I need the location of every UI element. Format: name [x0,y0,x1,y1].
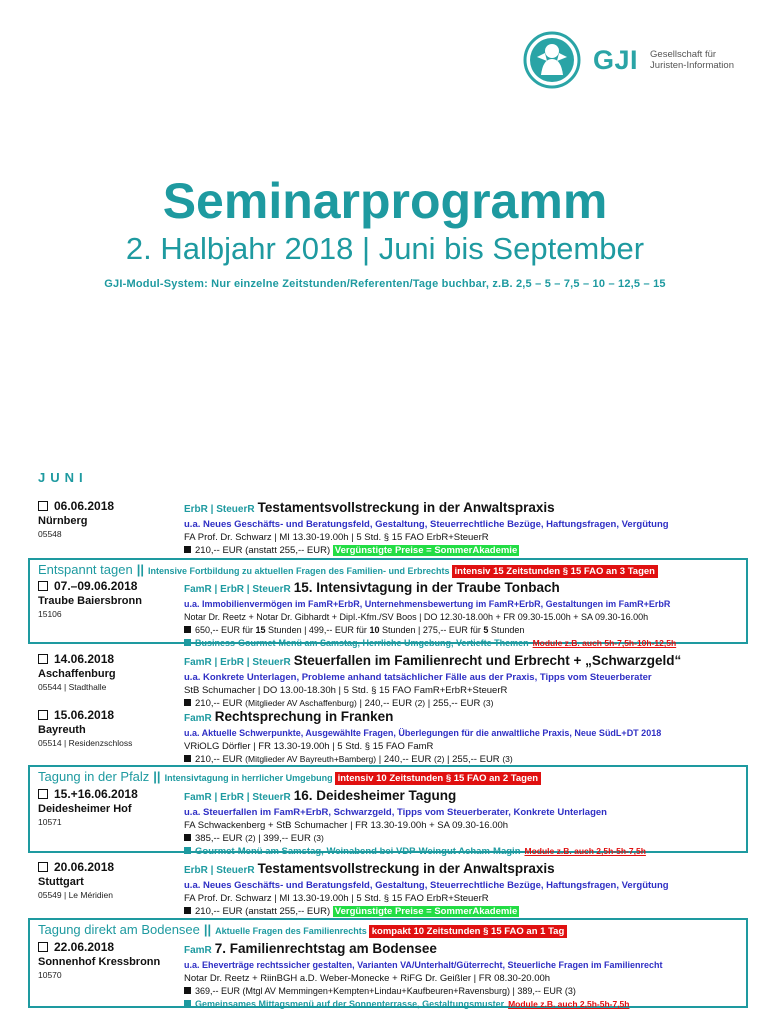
module-link[interactable]: Module z.B. auch 5h-7,5h-10h-12,5h [532,638,677,648]
seminar-detail: u.a. Neues Geschäfts- und Beratungsfeld, Gestaltung, Steuerrechtliche Bezüge, Haftungsfragen, Vergütung [184,519,669,530]
seminar-date: 15.06.2018 [54,708,115,722]
page-subtitle: 2. Halbjahr 2018 | Juni bis September [125,231,645,266]
gji-emblem-icon [523,31,581,89]
seminar-speaker: FA Schwackenberg + StB Schumacher | FR 13.30-19.00h + SA 09.30-16.00h [184,820,509,831]
seminar-code: 10571 [38,817,62,827]
seminar-city: Traube Baiersbronn [38,595,142,607]
bullet-square-icon [184,755,191,762]
seminar-price: 369,-- EUR (Mtgl AV Memmingen+Kempten+Lindau+Kaufbeuren+Ravensburg) | 389,-- EUR (3) [184,985,750,998]
gji-logo [523,30,734,90]
seminar-detail: u.a. Neues Geschäfts- und Beratungsfeld, Gestaltung, Steuerrechtliche Bezüge, Haftungsfragen, Vergütung [184,880,669,891]
seminar-code: 05549 | Le Méridien [38,890,113,900]
seminar-detail: u.a. Eheverträge rechtssicher gestalten, Varianten VA/Unterhalt/Güterrecht, Steuerliche Fragen im Familienrecht [184,960,663,970]
checkbox-icon[interactable] [38,581,48,591]
seminar-entry [36,499,748,555]
seminar-tags: FamR [184,945,212,956]
seminar-price: 210,-- EUR (anstatt 255,-- EUR) Vergünstigte Preise = SommerAkademie [184,544,750,557]
seminar-title: 15. Intensivtagung in der Traube Tonbach [293,580,560,595]
checkbox-icon[interactable] [38,710,48,720]
seminar-price: 210,-- EUR (Mitglieder AV Aschaffenburg) | 240,-- EUR (2) | 255,-- EUR (3) [184,697,750,710]
seminar-extra: Gemeinsames Mittagsmenü auf der Sonnenterrasse, Gestaltungsmuster Module z.B. auch 2,5h-5h-7,5h [184,998,750,1011]
seminar-speaker: StB Schumacher | DO 13.00-18.30h | 5 Std. § 15 FAO FamR+ErbR+SteuerR [184,685,508,696]
group-badge: kompakt 10 Zeitstunden § 15 FAO an 1 Tag [369,925,568,938]
seminar-tags: ErbR | SteuerR [184,865,255,876]
seminar-tags: FamR | ErbR | SteuerR [184,584,291,595]
seminar-price: 210,-- EUR (anstatt 255,-- EUR) Vergünstigte Preise = SommerAkademie [184,905,750,918]
seminar-entry [36,708,748,764]
seminar-city: Aschaffenburg [38,668,116,680]
page-title: Seminarprogramm [162,173,608,229]
seminar-title: 7. Familienrechtstag am Bodensee [214,941,437,956]
seminar-title: Testamentsvollstreckung in der Anwaltspraxis [257,861,555,876]
group-header: Tagung direkt am Bodensee || Aktuelle Fragen des Familienrechts kompakt 10 Zeitstunden § 15 FAO an 1 Tag [38,922,567,940]
seminar-entry [36,652,748,708]
seminar-title: Testamentsvollstreckung in der Anwaltspraxis [257,500,555,515]
bullet-square-icon [184,847,191,854]
group-badge: intensiv 10 Zeitstunden § 15 FAO an 2 Tagen [335,772,541,785]
seminar-city: Sonnenhof Kressbronn [38,956,161,968]
bullet-square-icon [184,639,191,646]
seminar-tags: FamR [184,713,212,724]
checkbox-icon[interactable] [38,789,48,799]
seminar-date: 07.–09.06.2018 [54,579,138,593]
seminar-speaker: FA Prof. Dr. Schwarz | MI 13.30-19.00h | 5 Std. § 15 FAO ErbR+SteuerR [184,532,489,543]
bullet-square-icon [184,907,191,914]
group-subtitle: Intensivtagung in herrlicher Umgebung [164,773,333,783]
bullet-square-icon [184,546,191,553]
checkbox-icon[interactable] [38,942,48,952]
seminar-date: 20.06.2018 [54,860,115,874]
bullet-square-icon [184,699,191,706]
seminar-date: 06.06.2018 [54,499,115,513]
seminar-city: Nürnberg [38,515,88,527]
month-heading: JUNI [38,470,88,485]
logo-subtitle: Gesellschaft für Juristen-Information [650,49,734,71]
seminar-extra: Business-Gourmet-Menü am Samstag, Herrliche Umgebung, Vertiefte Themen Module z.B. auch 5h-7,5h-10h-12,5h [184,637,750,650]
group-title: Tagung direkt am Bodensee [38,922,200,937]
seminar-code: 15106 [38,609,62,619]
seminar-entry [36,787,748,857]
price-badge: Vergünstigte Preise = SommerAkademie [334,906,518,917]
group-subtitle: Aktuelle Fragen des Familienrechts [215,926,367,936]
group-title: Tagung in der Pfalz [38,769,150,784]
group-title: Entspannt tagen [38,562,133,577]
seminar-entry [36,940,748,1009]
seminar-city: Deidesheimer Hof [38,803,132,815]
price-badge: Vergünstigte Preise = SommerAkademie [334,545,518,556]
seminar-tags: FamR | ErbR | SteuerR [184,792,291,803]
seminar-speaker: Notar Dr. Reetz + RiinBGH a.D. Weber-Monecke + RiFG Dr. Geißler | FR 08.30-20.00h [184,973,551,984]
module-link[interactable]: Module z.B. auch 2,5h-5h-7,5h [524,846,646,856]
seminar-detail: u.a. Immobilienvermögen im FamR+ErbR, Unternehmensbewertung im FamR+ErbR, Gestaltungen im FamR+ErbR [184,599,671,609]
bullet-square-icon [184,834,191,841]
modul-system-note: GJI-Modul-System: Nur einzelne Zeitstunden/Referenten/Tage buchbar, z.B. 2,5 – 5 – 7,5 – 10 – 12,5 – 15 [104,278,666,290]
seminar-code: 05548 [38,529,62,539]
group-badge: intensiv 15 Zeitstunden § 15 FAO an 3 Tagen [452,565,658,578]
seminar-city: Stuttgart [38,876,84,888]
seminar-detail: u.a. Steuerfallen im FamR+ErbR, Schwarzgeld, Tipps vom Steuerberater, Konkrete Unterlagen [184,807,607,818]
seminar-city: Bayreuth [38,724,86,736]
seminar-code: 10570 [38,970,62,980]
logo-text: GJI [593,44,639,75]
seminar-entry [36,579,748,648]
bullet-square-icon [184,987,191,994]
group-header: Tagung in der Pfalz || Intensivtagung in herrlicher Umgebung intensiv 10 Zeitstunden § 15 FAO an 2 Tagen [38,769,541,787]
module-link[interactable]: Module z.B. auch 2,5h-5h-7,5h [508,999,630,1009]
seminar-speaker: VRiOLG Dörfler | FR 13.30-19.00h | 5 Std. § 15 FAO FamR [184,741,434,752]
seminar-entry [36,860,748,916]
seminar-extra: Gourmet-Menü am Samstag, Weinabend bei VDP-Weingut Acham-Magin Module z.B. auch 2,5h-5h-7,5h [184,845,750,858]
seminar-date: 14.06.2018 [54,652,115,666]
checkbox-icon[interactable] [38,862,48,872]
seminar-price: 385,-- EUR (2) | 399,-- EUR (3) [184,832,750,845]
seminar-detail: u.a. Konkrete Unterlagen, Probleme anhand tatsächlicher Fälle aus der Praxis, Tipps vom Steuerberater [184,672,652,683]
seminar-tags: FamR | ErbR | SteuerR [184,657,291,668]
group-header: Entspannt tagen || Intensive Fortbildung zu aktuellen Fragen des Familien- und Erbrechts intensiv 15 Zeitstunden § 15 FAO an 3 Tagen [38,562,658,580]
seminar-detail: u.a. Aktuelle Schwerpunkte, Ausgewählte Fragen, Überlegungen für die anwaltliche Praxis, Neue SüdL+DT 2018 [184,728,662,738]
seminar-price: 210,-- EUR (Mitglieder AV Bayreuth+Bamberg) | 240,-- EUR (2) | 255,-- EUR (3) [184,753,750,766]
checkbox-icon[interactable] [38,501,48,511]
seminar-speaker: FA Prof. Dr. Schwarz | MI 13.30-19.00h | 5 Std. § 15 FAO ErbR+SteuerR [184,893,489,904]
bullet-square-icon [184,1000,191,1007]
seminar-tags: ErbR | SteuerR [184,504,255,515]
seminar-title: 16. Deidesheimer Tagung [293,788,457,803]
seminar-code: 05544 | Stadthalle [38,682,107,692]
seminar-title: Steuerfallen im Familienrecht und Erbrecht + „Schwarzgeld“ [293,653,682,668]
seminar-date: 22.06.2018 [54,940,115,954]
seminar-title: Rechtsprechung in Franken [214,709,394,724]
bullet-square-icon [184,626,191,633]
seminar-date: 15.+16.06.2018 [54,787,138,801]
seminar-code: 05514 | Residenzschloss [38,738,133,748]
checkbox-icon[interactable] [38,654,48,664]
seminar-price: 650,-- EUR für 15 Stunden | 499,-- EUR für 10 Stunden | 275,-- EUR für 5 Stunden [184,624,750,637]
group-subtitle: Intensive Fortbildung zu aktuellen Fragen des Familien- und Erbrechts [147,566,450,576]
seminar-speaker: Notar Dr. Reetz + Notar Dr. Gibhardt + Dipl.-Kfm./SV Boos | DO 12.30-18.00h + FR 09.30-15.00h + SA 09.30-16.00h [184,612,649,622]
